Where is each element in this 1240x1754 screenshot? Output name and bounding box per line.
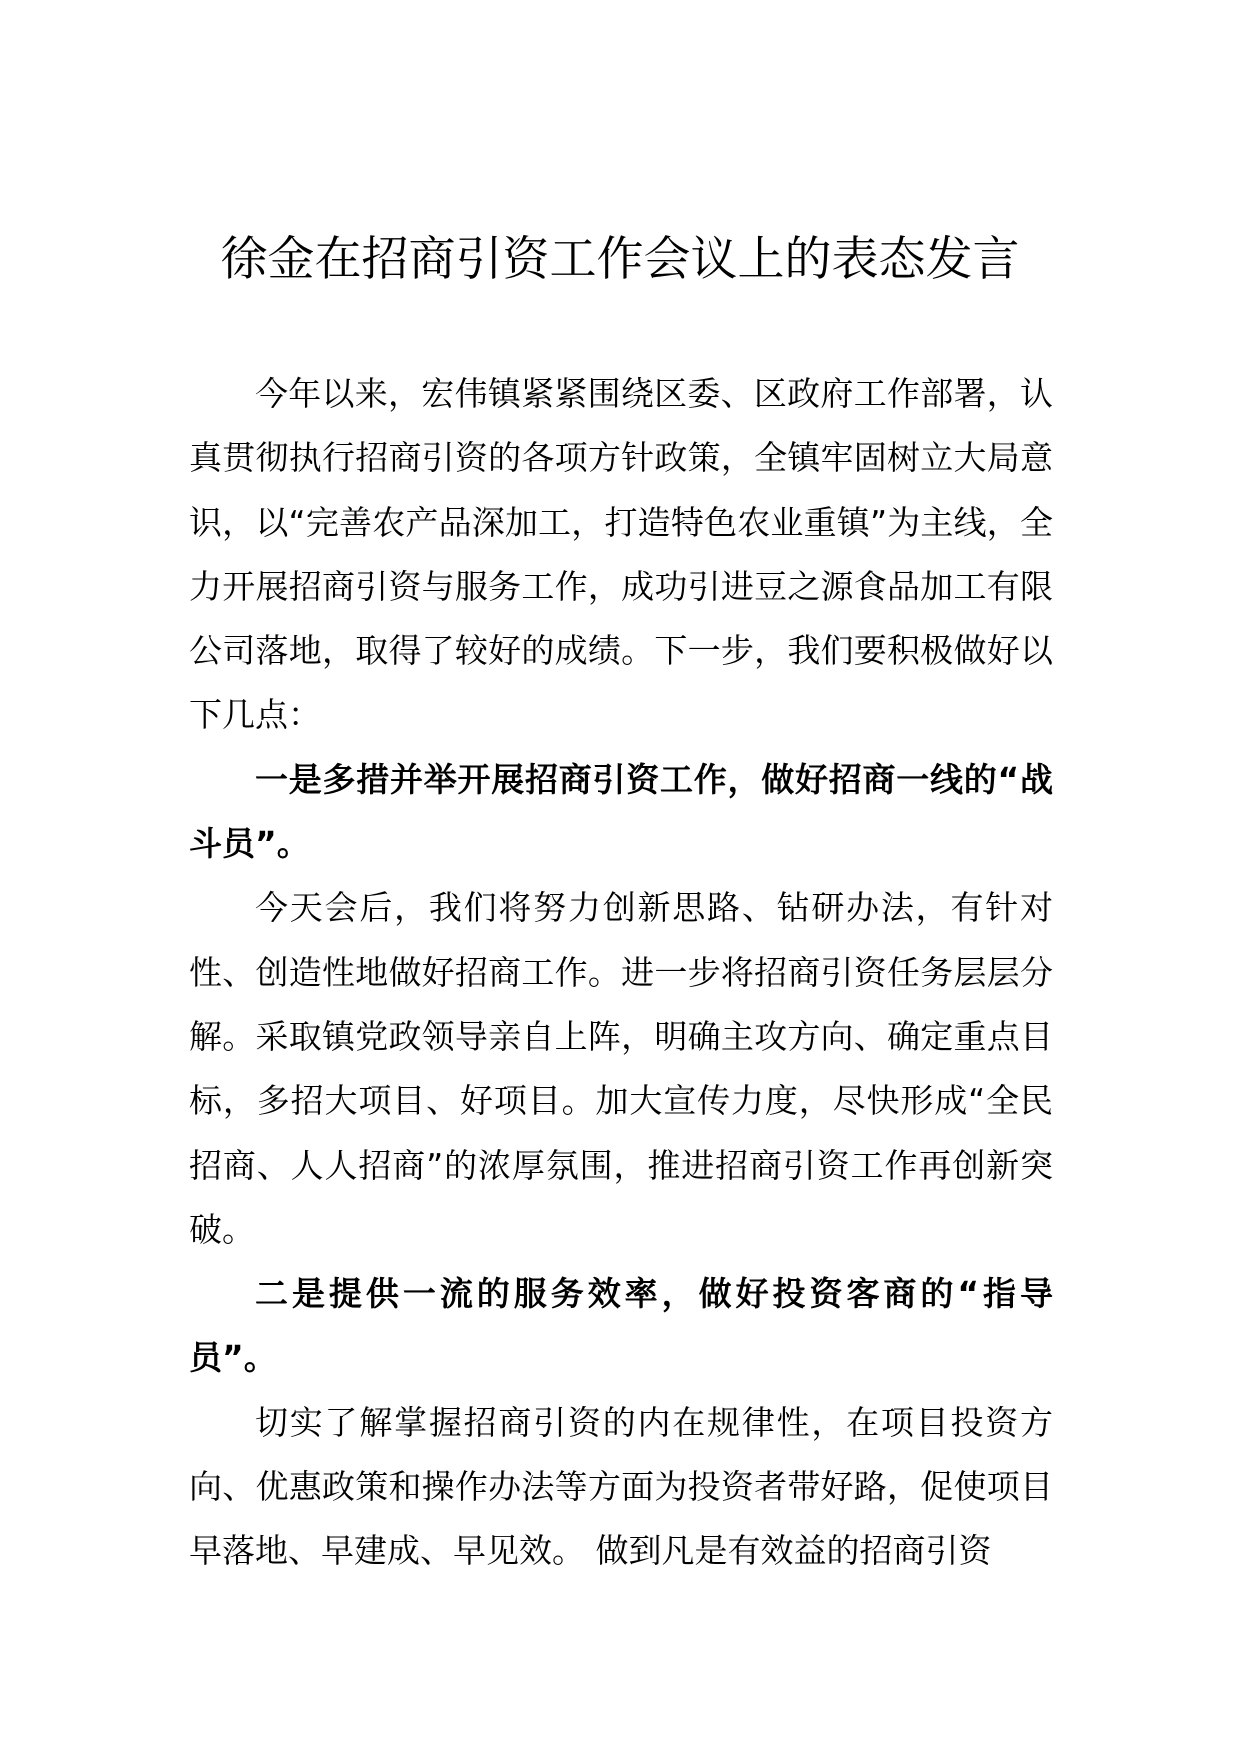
section-heading-2: 二是提供一流的服务效率，做好投资客商的“指导员”。 — [189, 1274, 1053, 1378]
document-title: 徐金在招商引资工作会议上的表态发言 — [220, 232, 1020, 287]
section-heading-1: 一是多措并举开展招商引资工作，做好招商一线的“战斗员”。 — [189, 759, 1053, 864]
paragraph-section-2: 切实了解掌握招商引资的内在规律性，在项目投资方向、优惠政策和操作办法等方面为投资者带好路，促使项目早落地、早建成、早见效。 做到凡是有效益的招商引资 — [189, 1402, 1053, 1571]
paragraph-intro: 今年以来，宏伟镇紧紧围绕区委、区政府工作部署，认真贯彻执行招商引资的各项方针政策，全镇牢固树立大局意识，以“完善农产品深加工，打造特色农业重镇”为主线，全力开展招商引资与服务工作，成功引进豆之源食品加工有限公司落地，取得了较好的成绩。下一步，我们要积极做好以下几点： — [189, 374, 1053, 735]
paragraph-section-1: 今天会后，我们将努力创新思路、钻研办法，有针对性、创造性地做好招商工作。进一步将招商引资任务层层分解。采取镇党政领导亲自上阵，明确主攻方向、确定重点目标，多招大项目、好项目。加大宣传力度，尽快形成“全民招商、人人招商”的浓厚氛围，推进招商引资工作再创新突破。 — [189, 888, 1053, 1249]
document-body — [189, 362, 1053, 1584]
